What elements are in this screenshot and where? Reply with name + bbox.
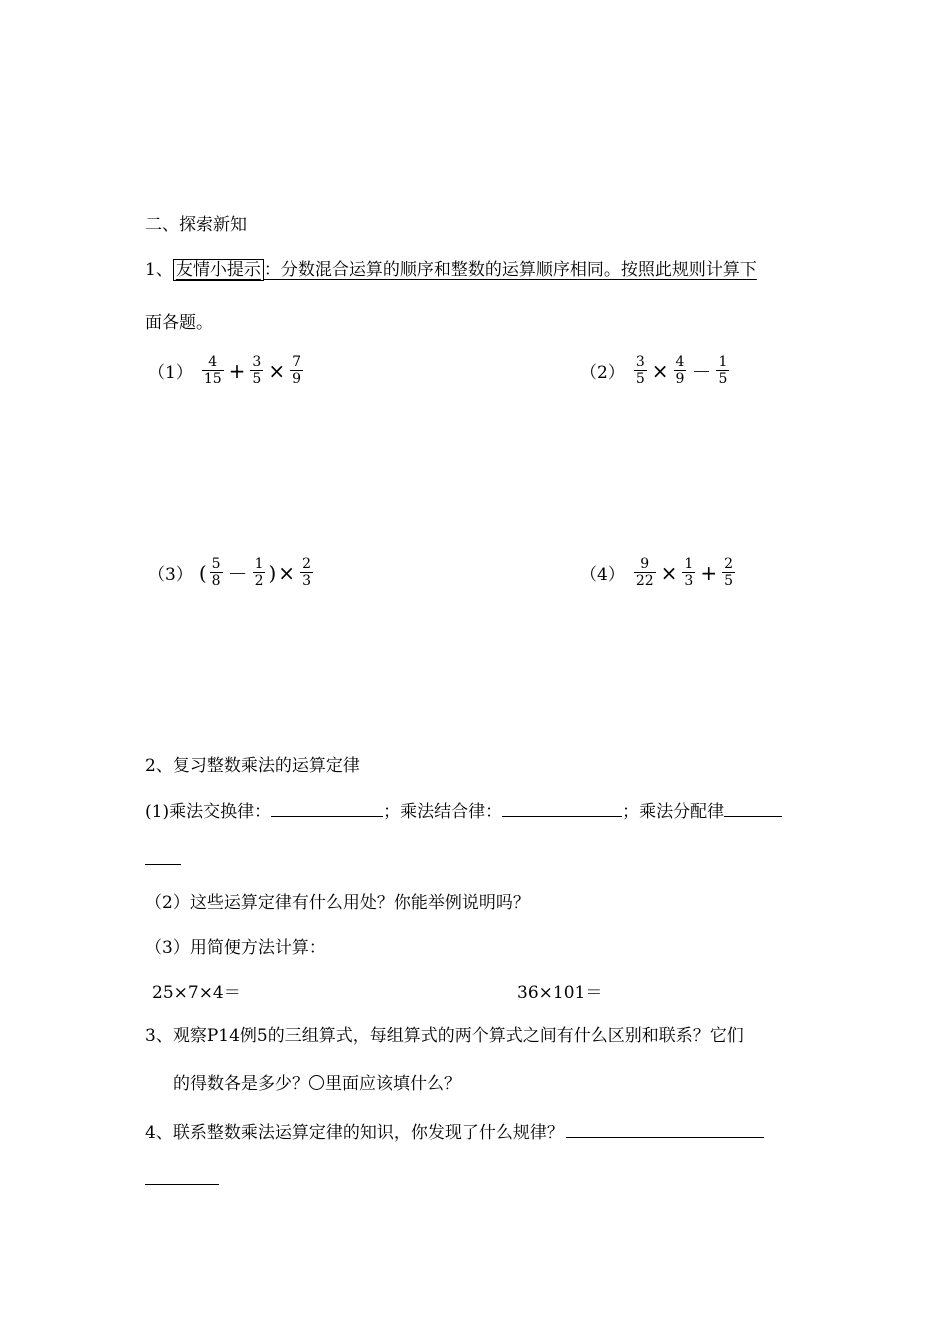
problem-3 bbox=[148, 556, 316, 589]
denominator: 3 bbox=[684, 573, 694, 589]
q4-blank[interactable] bbox=[566, 1121, 764, 1138]
fraction bbox=[250, 354, 263, 387]
numerator: 4 bbox=[675, 354, 685, 370]
fraction bbox=[300, 556, 313, 589]
paren: ) bbox=[268, 560, 277, 585]
q2-item3: （3）用简便方法计算： bbox=[145, 938, 326, 958]
q1-line2: 面各题。 bbox=[145, 313, 213, 333]
paren: ( bbox=[198, 560, 207, 585]
section-title: 二、探索新知 bbox=[145, 215, 247, 235]
q4-line1 bbox=[145, 1121, 764, 1144]
denominator: 2 bbox=[254, 573, 264, 589]
fraction bbox=[253, 556, 266, 589]
denominator: 5 bbox=[724, 573, 734, 589]
problem-1 bbox=[148, 354, 306, 387]
denominator: 5 bbox=[635, 371, 645, 387]
q2-item2: （2）这些运算定律有什么用处？你能举例说明吗？ bbox=[145, 893, 530, 913]
numerator: 1 bbox=[684, 556, 694, 572]
fraction bbox=[290, 354, 303, 387]
denominator: 3 bbox=[302, 573, 311, 589]
operator: + bbox=[700, 560, 718, 585]
commutative-blank[interactable] bbox=[271, 800, 383, 817]
fraction bbox=[682, 556, 695, 589]
fraction bbox=[634, 556, 656, 589]
numerator: 3 bbox=[252, 354, 262, 370]
q3-line2 bbox=[173, 1073, 461, 1095]
problem-4 bbox=[580, 556, 738, 589]
denominator: 8 bbox=[211, 573, 221, 589]
hint-box: 友情小提示 bbox=[173, 259, 264, 281]
q2-item1 bbox=[145, 800, 782, 823]
denominator: 22 bbox=[635, 573, 654, 589]
numerator: 2 bbox=[724, 556, 734, 572]
operator: + bbox=[228, 358, 246, 383]
operator: － bbox=[691, 360, 712, 384]
fraction bbox=[634, 354, 647, 387]
q1-prefix: 1、 bbox=[145, 260, 173, 280]
fraction bbox=[716, 354, 729, 387]
numerator: 7 bbox=[292, 354, 302, 370]
q2-item1-cont bbox=[145, 848, 181, 871]
numerator: 4 bbox=[208, 354, 218, 370]
problem-label: （4） bbox=[580, 565, 625, 585]
associative-blank[interactable] bbox=[502, 800, 622, 817]
numerator: 5 bbox=[211, 556, 221, 572]
operator: × bbox=[660, 560, 678, 585]
q3-line2-a: 的得数各是多少？ bbox=[173, 1074, 309, 1094]
q2-title: 2、复习整数乘法的运算定律 bbox=[145, 756, 360, 776]
operator: × bbox=[278, 560, 296, 585]
fraction bbox=[722, 556, 735, 589]
denominator: 15 bbox=[203, 371, 222, 387]
circle-icon bbox=[309, 1075, 324, 1090]
q3-line2-b: 里面应该填什么？ bbox=[325, 1074, 461, 1094]
problem-2 bbox=[580, 354, 732, 387]
problem-label: （1） bbox=[148, 363, 193, 383]
calc-1: 25×7×4＝ bbox=[152, 983, 241, 1003]
fraction bbox=[674, 354, 687, 387]
fraction bbox=[202, 354, 224, 387]
q3-line1: 3、观察P14例5的三组算式，每组算式的两个算式之间有什么区别和联系？它们 bbox=[145, 1026, 744, 1046]
operator: × bbox=[268, 358, 286, 383]
denominator: 5 bbox=[718, 371, 728, 387]
q4-line2 bbox=[145, 1168, 219, 1191]
distributive-blank[interactable] bbox=[724, 800, 782, 817]
q1-line1 bbox=[145, 259, 757, 281]
q4-text: 4、联系整数乘法运算定律的知识，你发现了什么规律？ bbox=[145, 1123, 564, 1143]
q4-blank-cont[interactable] bbox=[145, 1168, 219, 1185]
numerator: 9 bbox=[640, 556, 650, 572]
denominator: 5 bbox=[252, 371, 262, 387]
numerator: 1 bbox=[718, 354, 728, 370]
denominator: 9 bbox=[292, 371, 302, 387]
problem-label: （3） bbox=[148, 565, 193, 585]
associative-label: ；乘法结合律： bbox=[383, 802, 503, 822]
numerator: 1 bbox=[254, 556, 264, 572]
commutative-label: (1)乘法交换律： bbox=[145, 802, 272, 822]
q1-text: ：分数混合运算的顺序和整数的运算顺序相同。按照此规则计算下 bbox=[263, 260, 757, 280]
numerator: 3 bbox=[635, 354, 645, 370]
fraction bbox=[210, 556, 223, 589]
numerator: 2 bbox=[302, 556, 311, 572]
operator: － bbox=[227, 562, 248, 586]
distributive-label: ；乘法分配律 bbox=[622, 802, 725, 822]
calc-2: 36×101＝ bbox=[517, 983, 603, 1003]
problem-label: （2） bbox=[580, 363, 625, 383]
operator: × bbox=[651, 358, 669, 383]
distributive-blank-cont[interactable] bbox=[145, 848, 181, 865]
denominator: 9 bbox=[675, 371, 685, 387]
